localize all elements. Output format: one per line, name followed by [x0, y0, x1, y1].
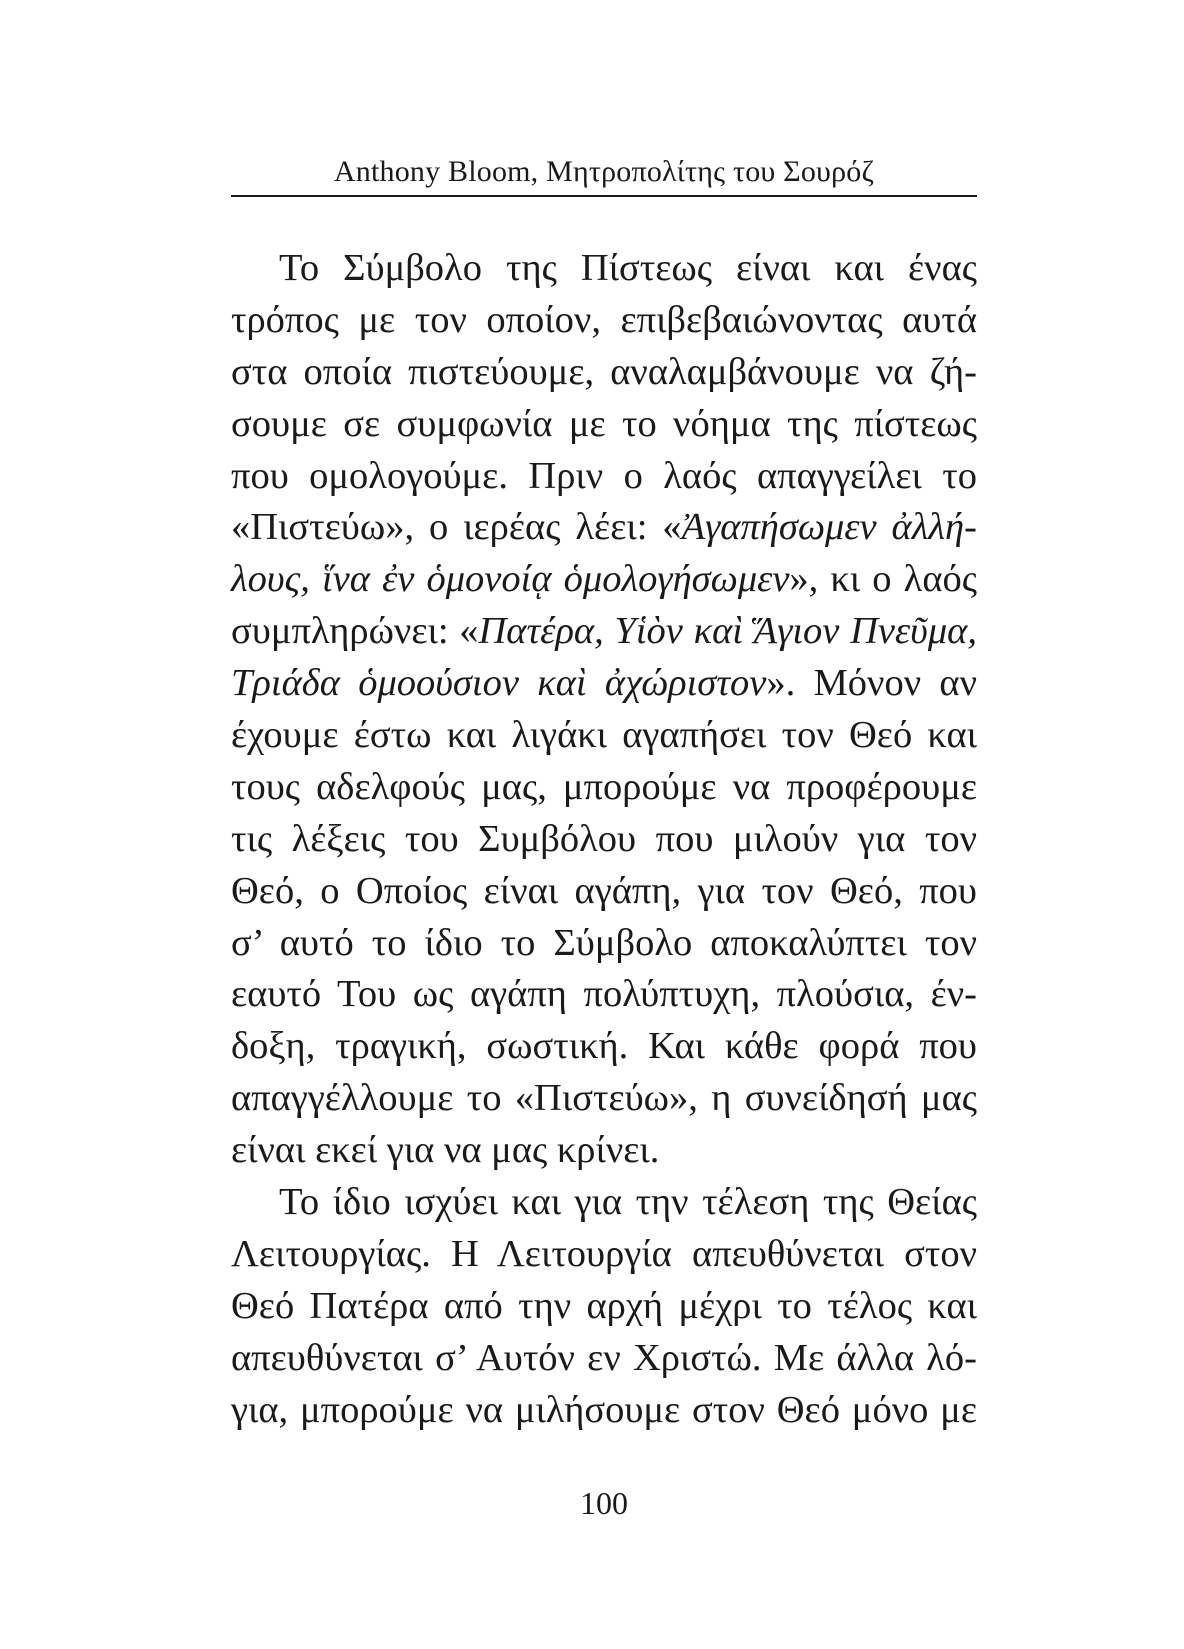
text-line: για, μπορούμε να μιλήσουμε στον Θεό μόνο με	[231, 1388, 977, 1431]
running-header: Anthony Bloom, Μητροπολίτης του Σουρόζ	[333, 155, 875, 188]
text-line: Το ίδιο ισχύει και για την τέλεση της Θείας	[279, 1181, 977, 1224]
text-line: είναι εκεί για να μας κρίνει.	[231, 1129, 660, 1172]
text-line: τρόπος με τον οποίον, επιβεβαιώνοντας αυτά	[231, 298, 977, 341]
text-line: σουμε σε συμφωνία με το νόημα της πίστεως	[231, 402, 977, 445]
text-line: Θεό Πατέρα από την αρχή μέχρι το τέλος και	[231, 1284, 977, 1327]
text-line: εαυτό Του ως αγάπη πολύπτυχη, πλούσια, έν-	[231, 973, 977, 1016]
text-line: απαγγέλλουμε το «Πιστεύω», η συνείδησή μας	[231, 1077, 977, 1120]
text-line: που ομολογούμε. Πριν ο λαός απαγγείλει το	[231, 454, 977, 497]
text-line-mixed: λους, ἵνα ἐν ὁμονοίᾳ ὁμολογήσωμεν», κι ο λαός	[231, 558, 978, 601]
text-line: Θεό, ο Οποίος είναι αγάπη, για τον Θεό, που	[231, 869, 977, 912]
text-line: Λειτουργίας. Η Λειτουργία απευθύνεται στον	[231, 1232, 977, 1275]
text-line: τους αδελφούς μας, μπορούμε να προφέρουμε	[231, 765, 977, 808]
body-text	[231, 243, 977, 1436]
text-line-mixed: Τριάδα ὁμοούσιον καὶ ἀχώριστον». Μόνον αν	[231, 662, 977, 705]
italic-quote: λους, ἵνα ἐν ὁμονοίᾳ ὁμολογήσωμεν	[231, 558, 790, 601]
text-line: τις λέξεις του Συμβόλου που μιλούν για τον	[231, 817, 977, 860]
text-line-mixed: συμπληρώνει: «Πατέρα, Υἱὸν καὶ Ἅγιον Πνεῦμα,	[231, 610, 977, 653]
page-number: 100	[580, 1485, 628, 1521]
italic-quote: Πατέρα, Υἱὸν καὶ Ἅγιον Πνεῦμα,	[478, 610, 977, 653]
italic-quote: Ἀγαπήσωμεν ἀλλή-	[681, 506, 977, 549]
text-line: δοξη, τραγική, σωστική. Και κάθε φορά που	[231, 1025, 977, 1068]
paragraph-2	[231, 1177, 977, 1436]
text-line: απευθύνεται σ’ Αυτόν εν Χριστώ. Με άλλα λό-	[231, 1336, 977, 1379]
italic-quote: Τριάδα ὁμοούσιον καὶ ἀχώριστον	[231, 662, 767, 705]
text-line-mixed: «Πιστεύω», ο ιερέας λέει: «Ἀγαπήσωμεν ἀλλή-	[231, 506, 977, 549]
paragraph-1	[231, 243, 977, 1177]
text-line: Το Σύμβολο της Πίστεως είναι και ένας	[279, 247, 977, 289]
header-rule	[231, 195, 977, 197]
text-line: έχουμε έστω και λιγάκι αγαπήσει τον Θεό και	[231, 714, 977, 757]
text-line: στα οποία πιστεύουμε, αναλαμβάνουμε να ζή-	[231, 350, 977, 393]
text-line: σ’ αυτό το ίδιο το Σύμβολο αποκαλύπτει τον	[231, 921, 977, 964]
